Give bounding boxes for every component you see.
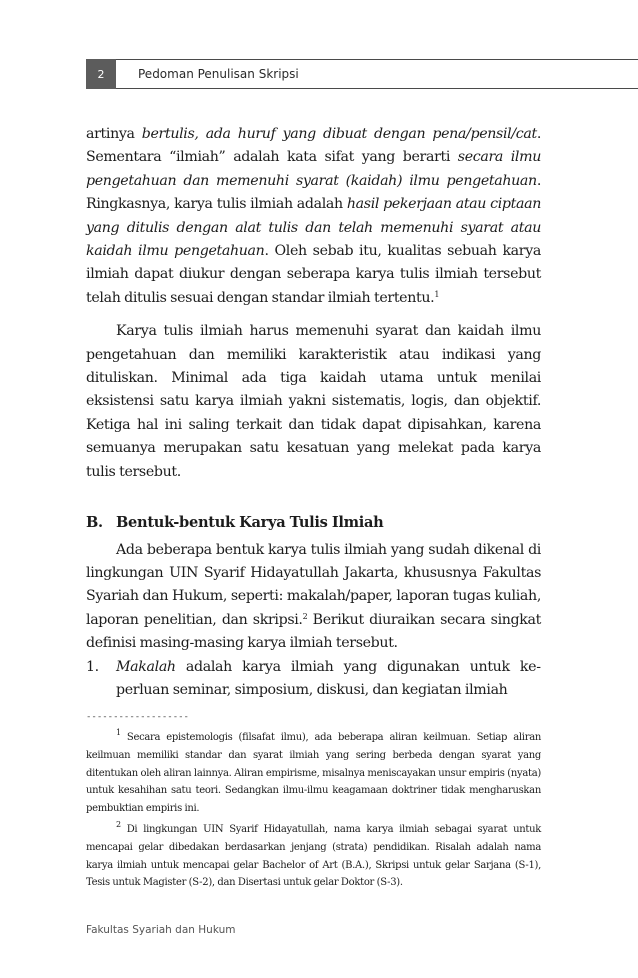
footnote-ref-2: 2 [302, 611, 308, 621]
running-title: Pedoman Penulisan Skripsi [138, 67, 299, 81]
section-title: Bentuk-bentuk Karya Tulis Ilmiah [116, 514, 384, 532]
list-text: adalah karya ilmiah yang digunakan untuk keperluan seminar, simposium, diskusi, dan kegiatan ilmiah [116, 658, 541, 698]
footnote-separator: ------------------- [86, 712, 189, 722]
paragraph-2: Karya tulis ilmiah harus memenuhi syarat dan kaidah ilmu pengetahuan dan memiliki karakteristik atau indikasi yang dituliskan. Minimal ada tiga kaidah utama untuk menilai eksistensi satu karya ilmiah yakni sistematis, logis, dan objektif. Ketiga hal ini saling terkait dan tidak dapat dipisahkan, karena semuanya merupakan satu kesatuan yang melekat pada karya tulis tersebut. [86, 323, 541, 480]
footnotes [86, 729, 541, 892]
footnote-number: 2 [116, 819, 121, 829]
page-header [86, 59, 638, 89]
section-heading [86, 511, 541, 534]
footnote-1: $^1$ Secara epistemologis (filsafat ilmu), ada beberapa aliran keilmuan. Setiap aliran keilmuan memiliki standar dan syarat ilmiah yang sering berbeda dengan syarat yang ditentukan oleh aliran lainnya. Aliran empirisme, misalnya meniscayakan unsur empiris (nyata) untuk kesahihan satu teori. Sedangkan ilmu-ilmu keagamaan doktriner tidak mengharuskan pembuktian empiris ini. [86, 728, 541, 815]
paragraph-1: artinya bertulis, ada huruf yang dibuat dengan pena/pensil/cat. Sementara “ilmiah” adalah kata sifat yang berarti secara ilmu pengetahuan dan memenuhi syarat (kaidah) ilmu pengetahuan. Ringkasnya, karya tulis ilmiah adalah hasil pekerjaan atau ciptaan yang ditulis dengan alat tulis dan telah memenuhi syarat atau kaidah ilmu pengetahuan. Oleh sebab itu, kualitas sebuah karya ilmiah dapat diukur dengan seberapa karya tulis ilmiah tersebut telah ditulis sesuai dengan standar ilmiah tertentu.$^1$ [86, 126, 542, 306]
list-item [86, 656, 541, 703]
footnote-2: $^2$ Di lingkungan UIN Syarif Hidayatullah, nama karya ilmiah sebagai syarat untuk mencapai gelar dibedakan berdasarkan jenjang (strata) pendidikan. Risalah adalah nama karya ilmiah untuk mencapai gelar Bachelor of Art (B.A.), Skripsi untuk gelar Sarjana (S-1), Tesis untuk Magister (S-2), dan Disertasi untuk gelar Doktor (S-3). [86, 819, 541, 889]
main-text [86, 123, 541, 702]
list-term: Makalah [116, 658, 176, 675]
page-number: 2 [86, 59, 116, 89]
page-footer: Fakultas Syariah dan Hukum [86, 924, 236, 936]
section-letter: B. [86, 514, 103, 532]
paragraph-3: Ada beberapa bentuk karya tulis ilmiah yang sudah dikenal di lingkungan UIN Syarif Hidayatullah Jakarta, khususnya Fakultas Syariah dan Hukum, seperti: makalah/paper, laporan tugas kuliah, laporan penelitian, dan skripsi.$^2$ Berikut diuraikan secara singkat definisi masing-masing karya ilmiah tersebut. [86, 541, 541, 652]
footnote-ref-1: 1 [434, 289, 440, 299]
footnote-number: 1 [116, 728, 121, 737]
list-number: 1. [86, 658, 99, 675]
